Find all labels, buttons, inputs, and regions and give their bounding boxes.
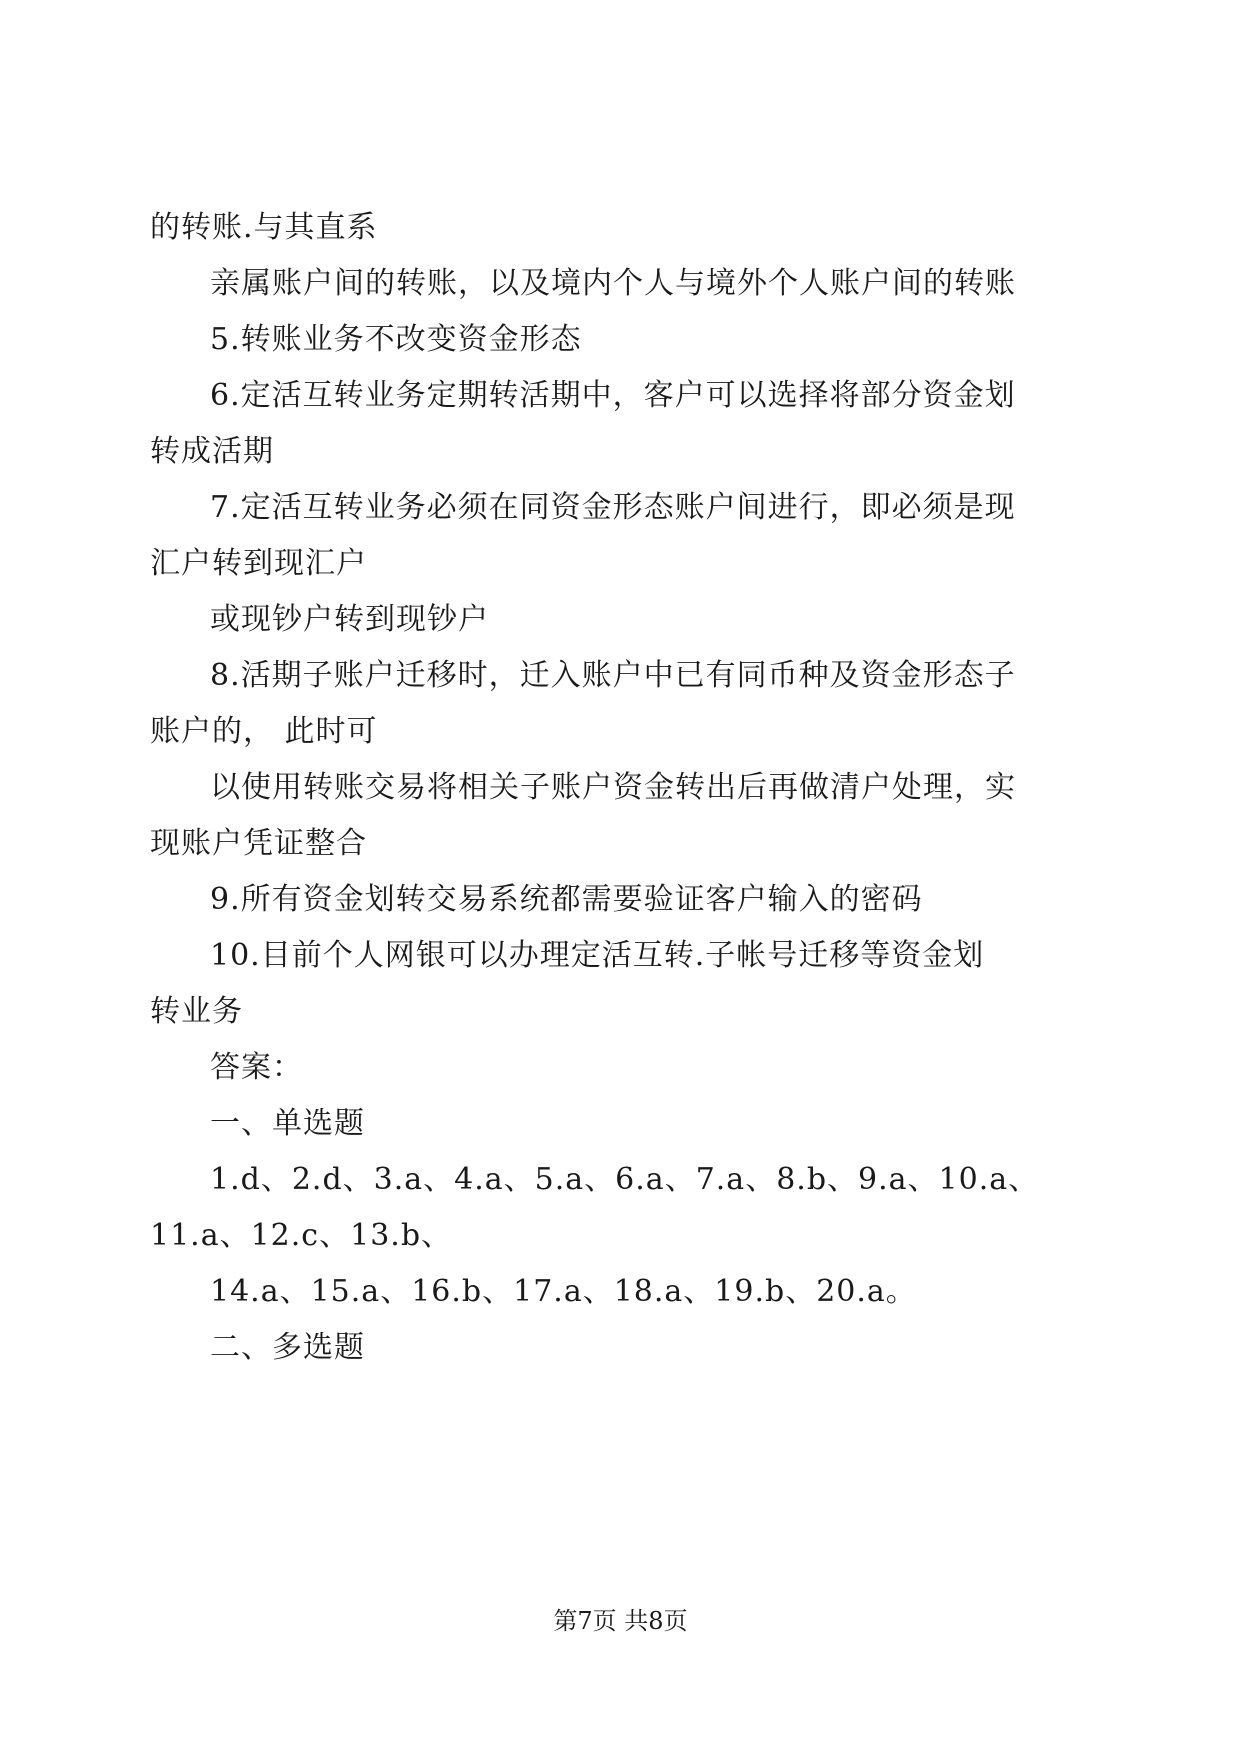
text-line-4: 6.定活互转业务定期转活期中，客户可以选择将部分资金划	[210, 378, 1016, 413]
text-line-2: 亲属账户间的转账，以及境内个人与境外个人账户间的转账	[210, 266, 1016, 301]
answer-heading: 答案：	[210, 1050, 303, 1085]
text-line-5: 转成活期	[150, 434, 274, 469]
text-line-13: 9.所有资金划转交易系统都需要验证客户输入的密码	[210, 882, 923, 917]
text-line-8: 或现钞户转到现钞户	[210, 602, 489, 637]
answer-line-3: 14.a、15.a、16.b、17.a、18.a、19.b、20.a。	[210, 1274, 917, 1309]
text-line-15: 转业务	[150, 994, 243, 1029]
text-line-9: 8.活期子账户迁移时，迁入账户中已有同币种及资金形态子	[210, 658, 1016, 693]
answer-line-2: 11.a、12.c、13.b、	[150, 1218, 453, 1253]
text-line-3: 5.转账业务不改变资金形态	[210, 322, 582, 357]
text-line-10: 账户的， 此时可	[150, 714, 378, 749]
page-number-footer: 第7页 共8页	[553, 1607, 688, 1635]
text-line-12: 现账户凭证整合	[150, 826, 367, 861]
text-line-14: 10.目前个人网银可以办理定活互转.子帐号迁移等资金划	[210, 938, 985, 973]
text-line-6: 7.定活互转业务必须在同资金形态账户间进行，即必须是现	[210, 490, 1016, 525]
section-heading-single-choice: 一、单选题	[210, 1106, 365, 1141]
answer-line-1: 1.d、2.d、3.a、4.a、5.a、6.a、7.a、8.b、9.a、10.a、	[210, 1162, 1040, 1197]
text-line-11: 以使用转账交易将相关子账户资金转出后再做清户处理，实	[210, 770, 1016, 805]
text-line-1: 的转账.与其直系	[150, 210, 378, 245]
text-line-7: 汇户转到现汇户	[150, 546, 367, 581]
section-heading-multi-choice: 二、多选题	[210, 1330, 365, 1365]
